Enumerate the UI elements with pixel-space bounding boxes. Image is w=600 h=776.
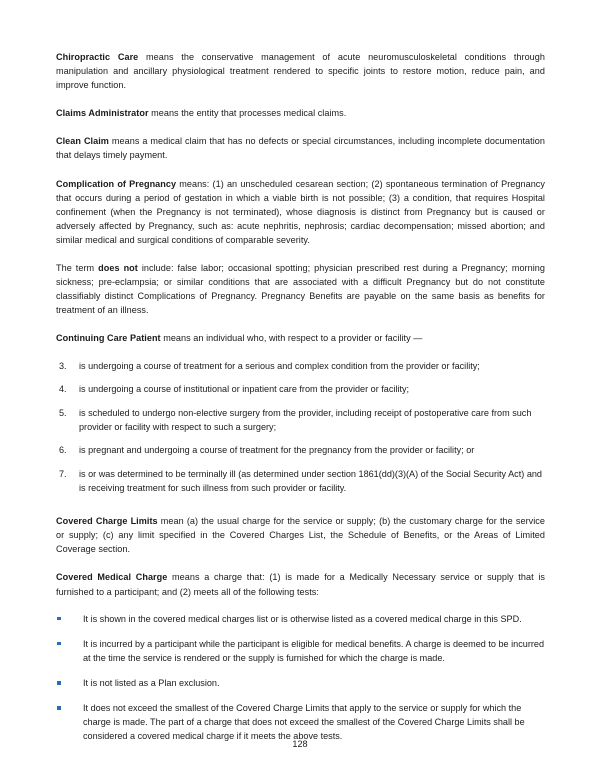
list-item-text: It is incurred by a participant while the participant is eligible for medical benefits. A charge is deemed to be incurred at the time the service is rendered or the supply is furnished for which the charge is made. xyxy=(83,638,544,663)
list-item-text: It does not exceed the smallest of the Covered Charge Limits that apply to the service or supply for which the charge is made. The part of a charge that does not exceed the smallest of the Covered Charge Limits shall be considered a covered medical charge if it meets the above tests. xyxy=(83,703,525,742)
list-item xyxy=(56,359,545,373)
list-item-number: 6. xyxy=(59,445,67,456)
definition-term: Covered Charge Limits xyxy=(56,516,158,527)
page-content xyxy=(56,50,545,743)
definition-term: Covered Medical Charge xyxy=(56,572,168,583)
square-bullet-icon xyxy=(57,642,61,646)
definition-paragraph-chiropractic-care xyxy=(56,50,545,92)
list-item xyxy=(56,382,545,396)
list-item xyxy=(56,406,545,434)
list-item xyxy=(56,676,545,690)
continuing-care-numbered-list xyxy=(56,359,545,496)
definition-paragraph-covered-medical-charge xyxy=(56,570,545,598)
square-bullet-icon xyxy=(57,681,61,685)
list-item-text: is or was determined to be terminally ill (as determined under section 1861(dd)(3)(A) of the Social Security Act) and is receiving treatment for such illness from such provider or facility. xyxy=(79,468,542,494)
definition-term: Chiropractic Care xyxy=(56,52,139,62)
list-item xyxy=(56,467,545,495)
list-item-number: 5. xyxy=(59,407,67,418)
list-item-number: 7. xyxy=(59,468,67,479)
definition-paragraph-continuing-care-patient xyxy=(56,331,545,345)
definition-paragraph-claims-administrator xyxy=(56,106,545,120)
list-item-text: is undergoing a course of institutional or inpatient care from the provider or facility; xyxy=(79,384,410,395)
definition-text: means: (1) an unscheduled cesarean section; (2) spontaneous termination of Pregnancy that occurs during a period of gestation in which a viable birth is not possible; (3) a condition, that requires Hospital confinement (when the Pregnancy is not terminated), whose diagnosis is distinct from Pregnancy but is caused or adversely affected by Pregnancy, such as: acute nephritis, nephrosis; cardiac decompensation; missed abortion; and similar medical and surgical conditions of comparable severity. xyxy=(56,178,545,245)
list-item-text: It is not listed as a Plan exclusion. xyxy=(83,677,220,688)
list-item-text: It is shown in the covered medical charges list or is otherwise listed as a covered medical charge in this SPD. xyxy=(83,613,522,624)
does-not-lead-text: The term xyxy=(56,263,99,274)
definition-paragraph-clean-claim xyxy=(56,134,545,162)
list-item-number: 3. xyxy=(59,360,67,371)
definition-term: Continuing Care Patient xyxy=(56,333,161,344)
definition-text: means the entity that processes medical claims. xyxy=(148,108,347,119)
definition-paragraph-complication-of-pregnancy xyxy=(56,177,545,247)
list-item xyxy=(56,612,545,626)
definition-text: means an individual who, with respect to a provider or facility — xyxy=(160,333,423,344)
definition-term: Claims Administrator xyxy=(56,108,149,119)
does-not-rest-text: include: false labor; occasional spotting; physician prescribed rest during a Pregnancy; morning sickness; pre-eclampsia; or similar conditions that are associated with a difficult Pregnancy but do not constitute classifiably distinct Complications of Pregnancy. Pregnancy Benefits are payable on the same basis as benefits for treatment of an illness. xyxy=(56,263,545,316)
page-number-footer: 128 xyxy=(292,739,308,749)
does-not-paragraph xyxy=(56,261,545,317)
list-item xyxy=(56,443,545,457)
square-bullet-icon xyxy=(57,617,61,621)
list-item-text: is undergoing a course of treatment for a serious and complex condition from the provider or facility; xyxy=(79,360,480,371)
definition-paragraph-covered-charge-limits xyxy=(56,514,545,556)
definition-term: Clean Claim xyxy=(56,136,109,147)
list-item-text: is scheduled to undergo non-elective surgery from the provider, including receipt of postoperative care from such provider or facility with respect to such a surgery; xyxy=(79,407,532,432)
definition-text: mean (a) the usual charge for the service or supply; (b) the customary charge for the service or supply; (c) any limit specified in the Covered Charges List, the Schedule of Benefits, or the Areas of Limited Coverage section. xyxy=(56,516,545,555)
list-item-number: 4. xyxy=(59,384,67,395)
definition-term: Complication of Pregnancy xyxy=(56,178,177,189)
definition-text: means the conservative management of acute neuromusculoskeletal conditions through manipulation and ancillary physiological treatment rendered to specific joints to restore motion, reduce pain, and improve function. xyxy=(56,52,545,91)
list-item xyxy=(56,637,545,665)
list-item xyxy=(56,701,545,743)
square-bullet-icon xyxy=(57,706,61,710)
definition-text: means a charge that: (1) is made for a Medically Necessary service or supply that is furnished to a participant; and (2) meets all of the following tests: xyxy=(56,572,545,597)
list-item-text: is pregnant and undergoing a course of treatment for the pregnancy from the provider or facility; or xyxy=(79,445,475,456)
definition-text: means a medical claim that has no defects or special circumstances, including incomplete documentation that delays timely payment. xyxy=(56,136,545,161)
does-not-emphasis: does not xyxy=(98,263,138,274)
covered-medical-charge-bullet-list xyxy=(56,612,545,744)
